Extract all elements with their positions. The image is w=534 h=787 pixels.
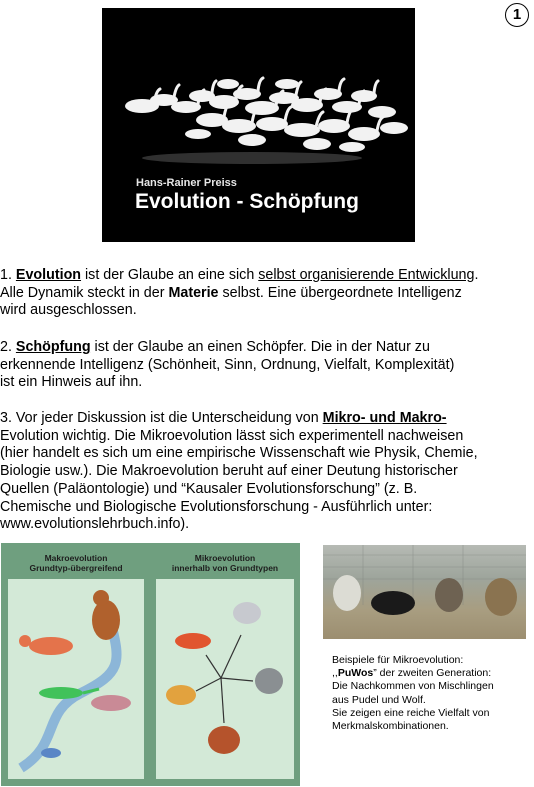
wolf-icon [233, 602, 261, 624]
caption-line: Sie zeigen eine reiche Vielfalt von [332, 706, 490, 719]
list-number: 1. [0, 267, 16, 283]
primate-icon [92, 590, 120, 640]
fish-icon [41, 748, 61, 758]
black-dog [371, 591, 415, 615]
micro-heading-line: innerhalb von Grundtypen [171, 563, 279, 573]
evolution-infographic [1, 543, 300, 786]
list-number: 2. [0, 339, 16, 355]
term-mikro-makro: Mikro- und Makro- [322, 410, 447, 426]
paragraph-line [0, 410, 534, 428]
paragraph-schoepfung [0, 339, 534, 392]
paragraph-line: wird ausgeschlossen. [0, 302, 137, 319]
fox-icon [175, 633, 211, 649]
caption-bold-puwos: PuWos [337, 667, 374, 680]
paragraph-line: erkennende Intelligenz (Schönheit, Sinn, Ordnung, Vielfalt, Komplexität) [0, 356, 455, 373]
text-run: ist der Glaube an einen Schöpfer. Die in der Natur zu [90, 339, 430, 355]
caption-line: Beispiele für Mikroevolution: [332, 654, 464, 666]
term-schoepfung: Schöpfung [15, 339, 91, 355]
text-run: ist der Glaube an eine sich [81, 267, 259, 283]
caption-text: ” der zweiten Generation: [373, 667, 492, 680]
relation-arrows [196, 635, 253, 723]
grey-dog [435, 578, 463, 612]
text-run: Alle Dynamik steckt in der [0, 284, 169, 301]
mammal-icon [19, 635, 73, 655]
cover-title: Evolution - Schöpfung [135, 190, 359, 213]
photo-caption [332, 654, 532, 733]
paragraph-line: Biologie usw.). Die Makroevolution beruht auf einer Deutung historischer [0, 463, 458, 480]
paragraph-line: www.evolutionslehrbuch.info). [0, 516, 190, 533]
text-run: . [474, 267, 479, 283]
book-cover-image [102, 8, 415, 242]
text-run: 3. Vor jeder Diskussion ist die Unterscheidung von [0, 410, 323, 426]
paragraph-line [0, 285, 534, 303]
paragraph-line [0, 267, 534, 285]
dogs-illustration [323, 545, 526, 639]
paragraph-mikro-makro [0, 410, 534, 534]
paragraph-line: (hier handelt es sich um eine empirische Wissenschaft wie Physik, Chemie, [0, 445, 478, 462]
micro-heading-line: Mikroevolution [194, 553, 256, 563]
paragraph-line: Quellen (Paläontologie) und “Kausaler Evolutionsforschung” (z. B. [0, 480, 418, 497]
paragraph-line [0, 339, 534, 357]
jackal-icon [166, 685, 196, 705]
paragraph-evolution [0, 267, 534, 320]
caption-text: ,, [332, 667, 338, 680]
paragraph-line: Evolution wichtig. Die Mikroevolution lässt sich experimentell nachweisen [0, 427, 464, 444]
caption-line: Die Nachkommen von Mischlingen [332, 680, 494, 693]
caption-line: aus Pudel und Wolf. [332, 693, 426, 706]
bold-term-materie: Materie [168, 284, 219, 301]
macro-heading-line: Grundtyp-übergreifend [29, 563, 123, 573]
poodle-icon [255, 668, 283, 694]
dhole-icon [208, 726, 240, 754]
paragraph-line: Chemische und Biologische Evolutionsforschung - Ausführlich unter: [0, 498, 433, 515]
caption-line: Merkmalskombinationen. [332, 720, 449, 733]
page-number: 1 [505, 3, 529, 27]
paragraph-line: ist ein Hinweis auf ihn. [0, 374, 143, 391]
puwos-photo [323, 545, 526, 639]
coelacanth-icon [91, 695, 131, 711]
underlined-phrase: selbst organisierende Entwicklung [258, 267, 475, 283]
caption-line [332, 667, 532, 680]
infographic-drawing [1, 543, 300, 786]
text-run: selbst. Eine übergeordnete Intelligenz [218, 284, 462, 301]
term-evolution: Evolution [15, 267, 82, 283]
cover-author: Hans-Rainer Preiss [136, 177, 237, 189]
white-dog [333, 575, 361, 611]
macro-heading-line: Makroevolution [44, 553, 108, 563]
brown-dog [485, 578, 517, 616]
